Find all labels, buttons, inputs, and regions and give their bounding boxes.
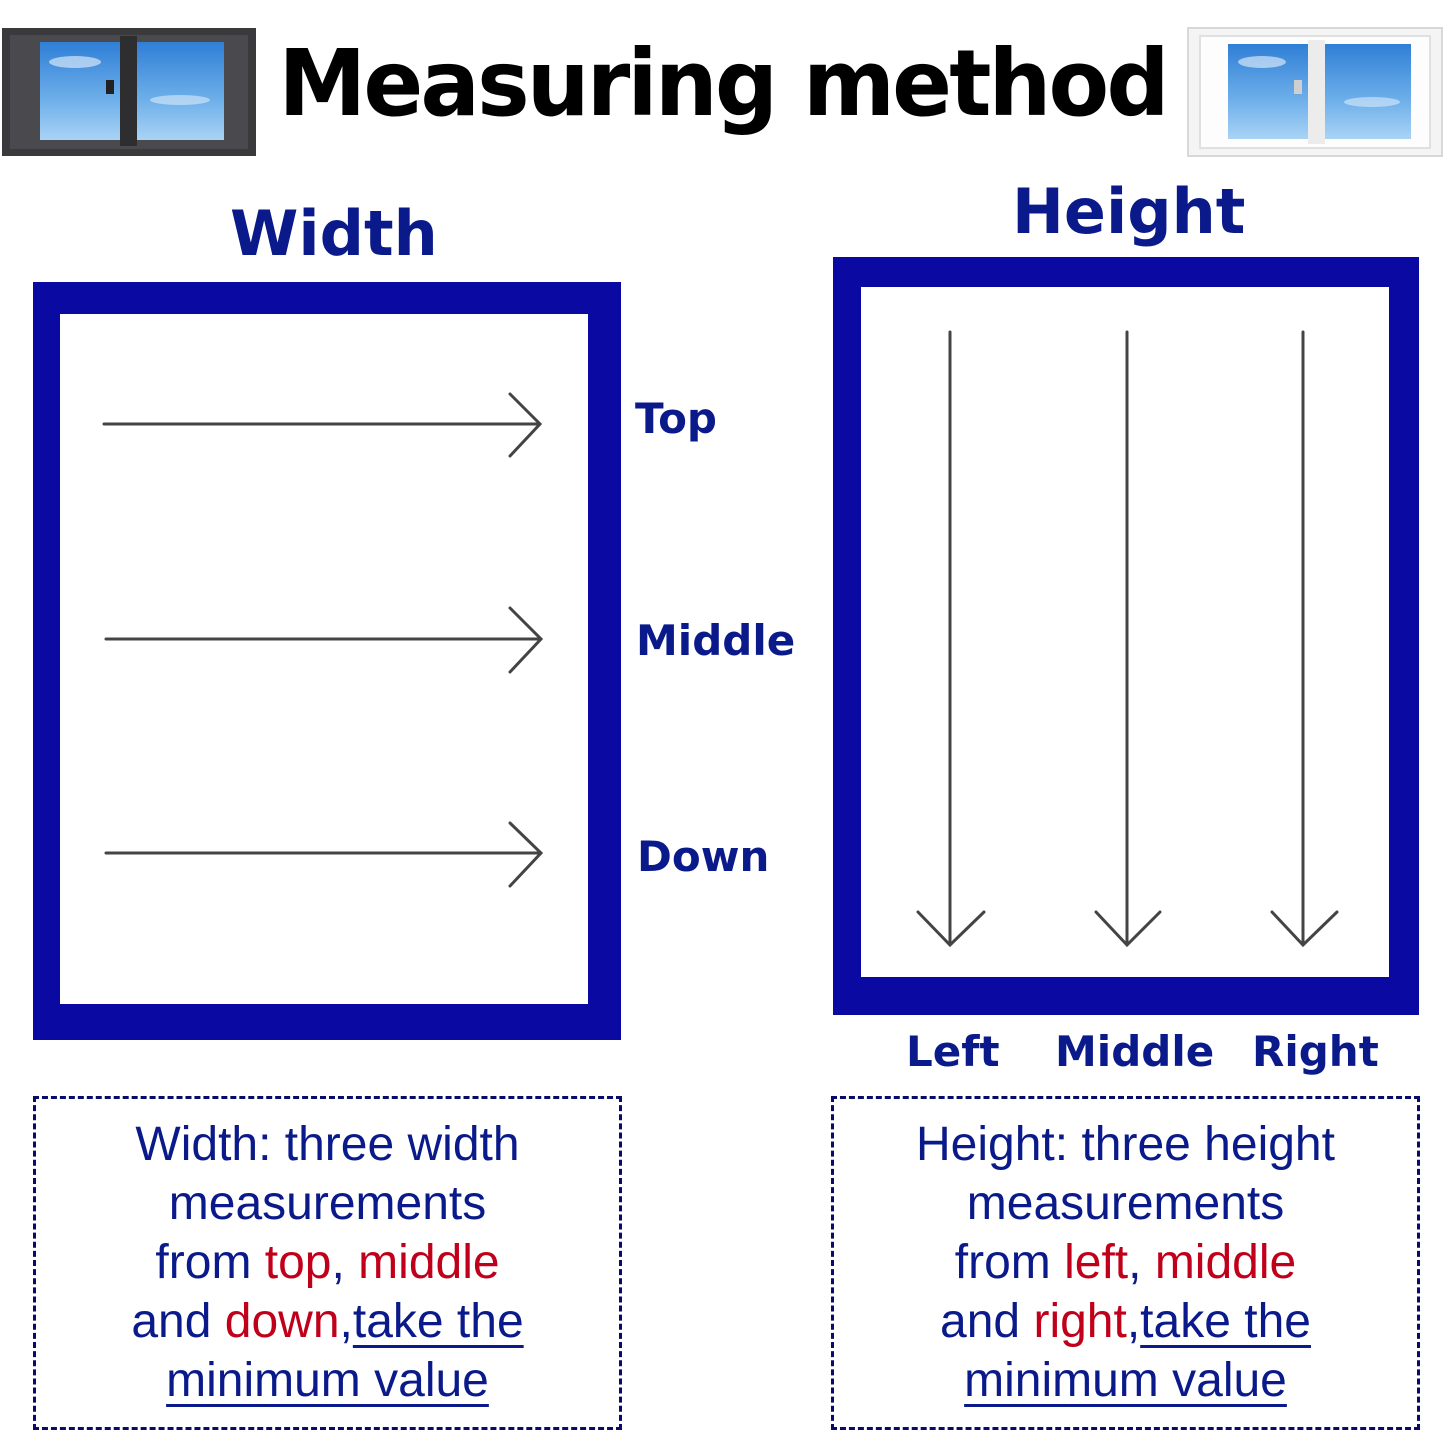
height-note-line3 [834, 1233, 1417, 1292]
label-left: Left [906, 1027, 1000, 1076]
label-right: Right [1252, 1027, 1379, 1076]
page-title: Measuring method [278, 30, 1167, 137]
height-instruction-note [831, 1096, 1420, 1430]
comma-text: , [1128, 1236, 1155, 1289]
label-height-middle: Middle [1055, 1027, 1215, 1076]
highlight-down: down [224, 1295, 340, 1348]
width-heading: Width [230, 197, 438, 270]
label-down: Down [637, 832, 770, 881]
width-note-line5 [36, 1351, 619, 1410]
highlight-right: right [1033, 1295, 1127, 1348]
minimum-value-text: minimum value [964, 1354, 1287, 1407]
from-text: from [155, 1236, 265, 1289]
height-note-line5 [834, 1351, 1417, 1410]
and-text: and [940, 1295, 1034, 1348]
comma-text: , [331, 1236, 359, 1289]
width-note-line1: Width: three width [135, 1118, 520, 1171]
width-note-line2: measurements [168, 1177, 487, 1230]
comma-text: , [1126, 1295, 1141, 1348]
highlight-middle: middle [358, 1236, 500, 1289]
take-the-text: take the [1140, 1295, 1311, 1348]
height-note-line4 [834, 1292, 1417, 1351]
from-text: from [954, 1236, 1065, 1289]
width-note-line3 [36, 1233, 619, 1292]
width-instruction-note [33, 1096, 622, 1430]
height-note-line1: Height: three height [916, 1118, 1335, 1171]
minimum-value-text: minimum value [166, 1354, 489, 1407]
width-note-line4 [36, 1292, 619, 1351]
and-text: and [131, 1295, 225, 1348]
take-the-text: take the [352, 1295, 524, 1348]
height-window-frame [833, 257, 1419, 1015]
height-heading: Height [1012, 175, 1246, 248]
highlight-left: left [1064, 1236, 1129, 1289]
highlight-top: top [264, 1236, 332, 1289]
width-window-frame [33, 282, 621, 1040]
comma-text: , [339, 1295, 353, 1348]
label-top: Top [635, 394, 717, 443]
label-middle: Middle [636, 616, 796, 665]
highlight-middle: middle [1154, 1236, 1297, 1289]
height-note-line2: measurements [966, 1177, 1285, 1230]
